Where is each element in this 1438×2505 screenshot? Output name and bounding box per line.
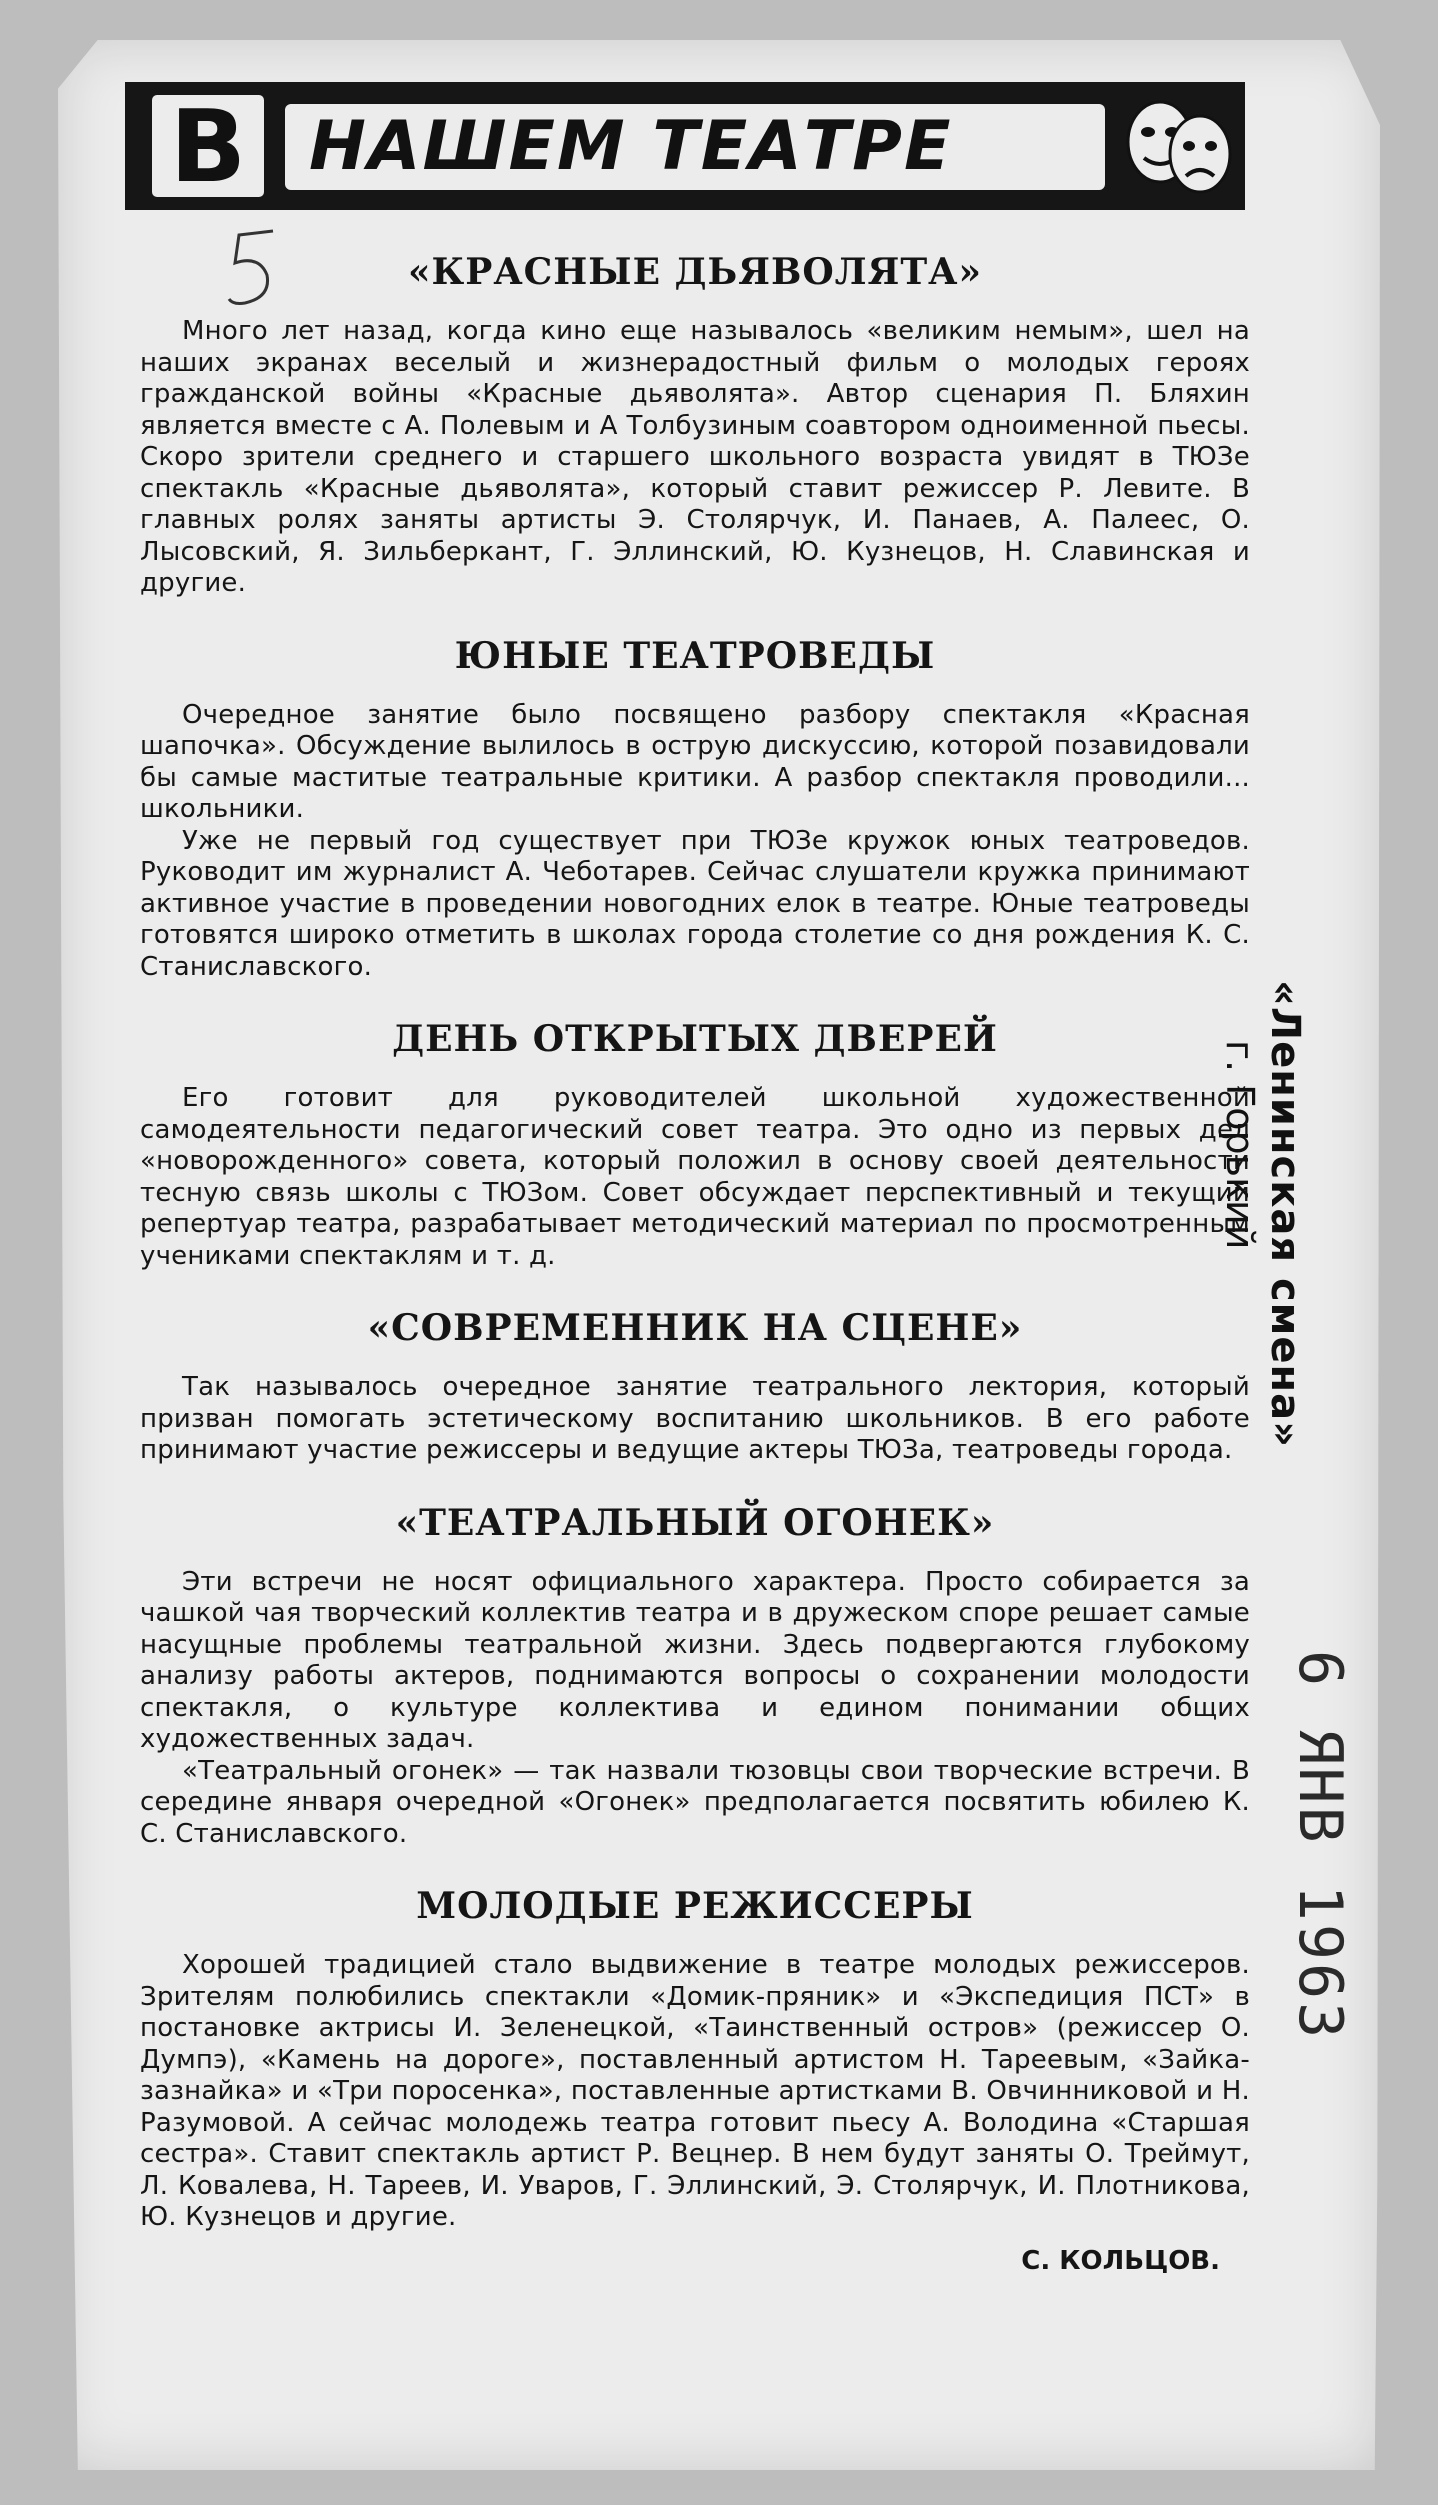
column-masthead (125, 82, 1245, 210)
paragraph: Очередное занятие было посвящено разбору спектакля «Красная шапочка». Обсуждение вылилось в острую дискуссию, которой позавидовали бы самые маститые театральные критики. А разбор спектакля проводили... школьники. (140, 699, 1250, 824)
section-young-directors (140, 1884, 1250, 2276)
city-stamp: г. Горький (1218, 1040, 1262, 1250)
section-open-day (140, 1017, 1250, 1272)
theatre-masks-icon (1120, 92, 1235, 200)
newspaper-source-stamp: «Ленинская смена» (1262, 980, 1308, 1448)
section-theatre-ogonek (140, 1501, 1250, 1851)
masthead-title: НАШЕМ ТЕАТРЕ (285, 104, 1105, 190)
paragraph: Эти встречи не носят официального характера. Просто собирается за чашкой чая творческий коллектив театра и в дружеском споре решает самые насущные проблемы театральной жизни. Здесь подвергаются глубокому анализу работы актеров, поднимаются вопросы о сохранении молодости спектакля, о культуре коллектива и едином понимании общих художественных задач. (140, 1566, 1250, 1754)
section-heading: ДЕНЬ ОТКРЫТЫХ ДВЕРЕЙ (392, 1018, 998, 1060)
section-heading: «СОВРЕМЕННИК НА СЦЕНЕ» (367, 1307, 1023, 1349)
paragraph: «Театральный огонек» — так назвали тюзовцы свои творческие встречи. В середине января очередной «Огонек» предполагается посвятить юбилею К. С. Станиславского. (140, 1755, 1250, 1849)
author-signature: С. КОЛЬЦОВ. (1021, 2245, 1220, 2276)
paragraph: Много лет назад, когда кино еще называлось «великим немым», шел на наших экранах веселый и жизнерадостный фильм о молодых героях гражданской войны «Красные дьяволята». Автор сценария П. Бляхин является вместе с А. Полевым и А Толбузиным соавтором одноименной пьесы. Скоро зрители среднего и старшего школьного возраста увидят в ТЮЗе спектакль «Красные дьяволята», который ставит режиссер Р. Левите. В главных ролях заняты артисты Э. Столярчук, И. Панаев, А. Палеес, О. Лысовский, Я. Зильберкант, Г. Эллинский, Ю. Кузнецов, Н. Славинская и другие. (140, 316, 1250, 598)
section-red-devils (140, 250, 1250, 600)
section-heading: «ТЕАТРАЛЬНЫЙ ОГОНЕК» (395, 1501, 995, 1544)
paragraph: Уже не первый год существует при ТЮЗе кружок юных театроведов. Руководит им журналист А. Чеботарев. Сейчас слушатели кружка принимают активное участие в проведении новогодних елок в театре. Юные театроведы готовятся широко отметить в школах города столетие со дня рождения К. С. Станиславского. (140, 825, 1250, 982)
section-heading: МОЛОДЫЕ РЕЖИССЕРЫ (416, 1885, 974, 1927)
article-body (140, 250, 1250, 2310)
section-heading: «КРАСНЫЕ ДЬЯВОЛЯТА» (408, 251, 982, 293)
paragraph: Его готовит для руководителей школьной художественной самодеятельности педагогический совет театра. Это одно из первых дел «новорожденного» совета, который положил в основу своей деятельности тесную связь школы с ТЮЗом. Совет обсуждает перспективный и текущий репертуар театра, разрабатывает методический материал по просмотренным учениками спектаклям и т. д. (140, 1083, 1250, 1271)
masthead-dropcap: В (147, 90, 269, 202)
date-stamp: 6 ЯНВ 1963 (1285, 1650, 1355, 2042)
paragraph: Хорошей традицией стало выдвижение в театре молодых режиссеров. Зрителям полюбились спектакли «Домик-пряник» и «Экспедиция ПСТ» в постановке актрисы И. Зеленецкой, «Таинственный остров» (режиссер О. Думпэ), «Камень на дороге», поставленный артистом Н. Тареевым, «Зайка-зазнайка» и «Три поросенка», поставленные артистками В. Овчинниковой и Н. Разумовой. А сейчас молодежь театра готовит пьесу А. Володина «Старшая сестра». Ставит спектакль артист Р. Вецнер. В нем будут заняты О. Треймут, Л. Ковалева, Н. Тареев, И. Уваров, Г. Эллинский, Э. Столярчук, И. Плотникова, Ю. Кузнецов и другие. (140, 1950, 1250, 2232)
section-heading: ЮНЫЕ ТЕАТРОВЕДЫ (454, 634, 936, 677)
paragraph: Так называлось очередное занятие театрального лектория, который призван помогать эстетическому воспитанию школьников. В его работе принимают участие режиссеры и ведущие актеры ТЮЗа, театроведы города. (140, 1372, 1250, 1465)
section-contemporary-on-stage (140, 1306, 1250, 1467)
section-young-theatre-critics (140, 634, 1250, 984)
